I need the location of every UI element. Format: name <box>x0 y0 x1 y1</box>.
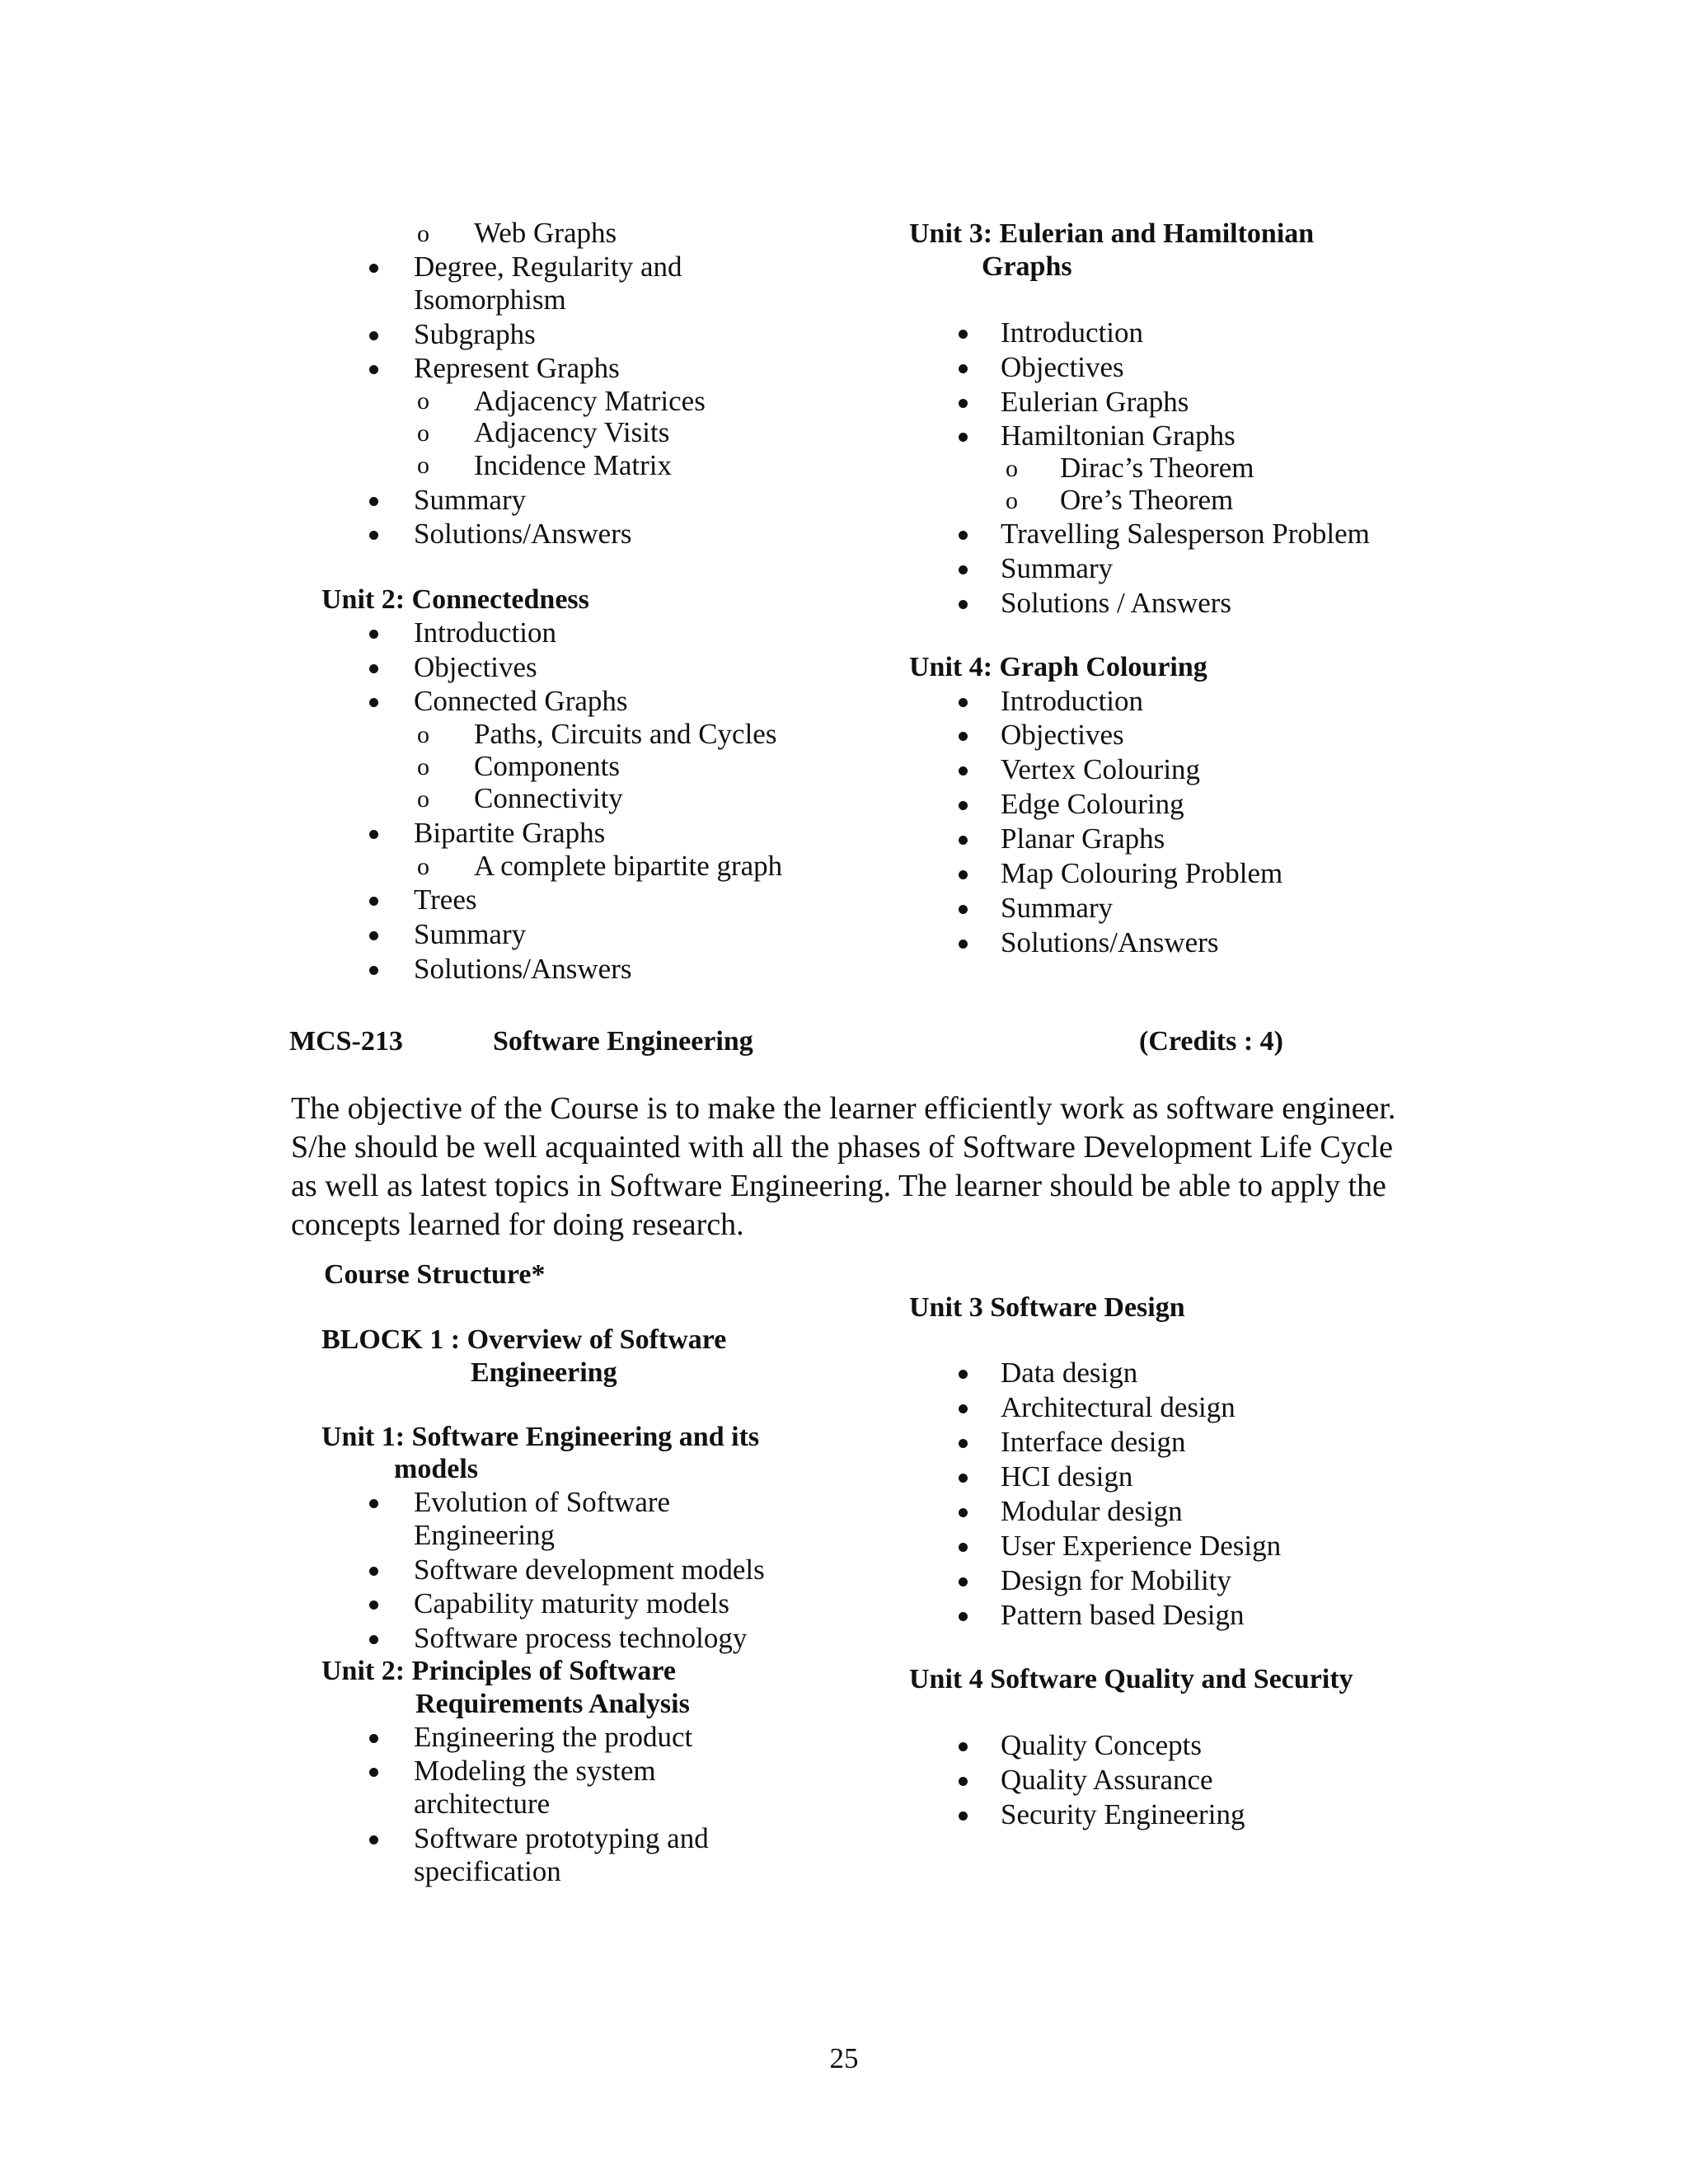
list-item: User Experience Design <box>1001 1530 1282 1562</box>
course-code: MCS-213 <box>289 1026 403 1057</box>
list-item: Quality Concepts <box>1001 1729 1202 1761</box>
list-item: Isomorphism <box>414 284 566 316</box>
sub-bullet-marker: o <box>417 753 429 780</box>
sub-bullet-marker: o <box>417 452 429 479</box>
sub-bullet-marker: o <box>417 387 429 415</box>
bullet-icon <box>959 600 968 609</box>
section-heading: Unit 2: Principles of Software <box>321 1656 676 1686</box>
list-item: architecture <box>414 1788 551 1820</box>
sub-bullet-marker: o <box>417 853 429 880</box>
list-item: Objectives <box>1001 351 1124 383</box>
bullet-icon <box>369 698 378 707</box>
list-item: Introduction <box>1001 685 1144 717</box>
list-item: Bipartite Graphs <box>414 817 606 849</box>
bullet-icon <box>369 830 378 839</box>
bullet-icon <box>959 1742 968 1751</box>
bullet-icon <box>369 331 378 340</box>
list-item: Objectives <box>414 651 537 683</box>
list-item: Ore’s Theorem <box>1060 484 1234 516</box>
list-item: Solutions/Answers <box>414 953 632 985</box>
bullet-icon <box>959 399 968 408</box>
bullet-icon <box>959 766 968 776</box>
list-item: Capability maturity models <box>414 1587 730 1619</box>
section-heading: Unit 3: Eulerian and Hamiltonian <box>909 218 1315 249</box>
bullet-icon <box>369 1835 378 1844</box>
list-item: Security Engineering <box>1001 1798 1245 1830</box>
section-heading: Graphs <box>982 251 1072 282</box>
list-item: Web Graphs <box>474 217 617 249</box>
bullet-icon <box>369 1635 378 1644</box>
list-item: Paths, Circuits and Cycles <box>474 718 777 750</box>
bullet-icon <box>959 1439 968 1448</box>
bullet-icon <box>959 1777 968 1786</box>
bullet-icon <box>369 1499 378 1508</box>
bullet-icon <box>369 630 378 639</box>
list-item: Solutions / Answers <box>1001 587 1232 619</box>
bullet-icon <box>959 1811 968 1821</box>
bullet-icon <box>959 836 968 845</box>
list-item: Connectivity <box>474 782 623 814</box>
bullet-icon <box>369 897 378 906</box>
bullet-icon <box>959 1370 968 1379</box>
bullet-icon <box>959 433 968 442</box>
sub-bullet-marker: o <box>417 785 429 813</box>
sub-bullet-marker: o <box>417 220 429 247</box>
course-objective <box>291 1090 1395 1244</box>
section-heading: Unit 4: Graph Colouring <box>909 652 1207 682</box>
list-item: Pattern based Design <box>1001 1599 1245 1631</box>
bullet-icon <box>369 1567 378 1576</box>
list-item: Software prototyping and <box>414 1822 709 1854</box>
list-item: Introduction <box>1001 316 1144 349</box>
list-item: Interface design <box>1001 1426 1186 1458</box>
list-item: Data design <box>1001 1357 1138 1389</box>
list-item: Evolution of Software <box>414 1486 671 1518</box>
bullet-icon <box>959 1577 968 1586</box>
list-item: Degree, Regularity and <box>414 251 682 283</box>
sub-bullet-marker: o <box>417 419 429 447</box>
bullet-icon <box>959 905 968 914</box>
list-item: Planar Graphs <box>1001 823 1165 855</box>
list-item: Represent Graphs <box>414 352 620 384</box>
list-item: Edge Colouring <box>1001 788 1184 820</box>
list-item: Engineering the product <box>414 1721 693 1753</box>
list-item: Subgraphs <box>414 318 536 350</box>
bullet-icon <box>369 365 378 374</box>
bullet-icon <box>959 732 968 741</box>
list-item: Trees <box>414 883 477 916</box>
section-heading: Unit 3 Software Design <box>909 1292 1185 1323</box>
list-item: Modeling the system <box>414 1755 656 1787</box>
list-item: Solutions/Answers <box>1001 926 1219 958</box>
bullet-icon <box>959 870 968 879</box>
list-item: Eulerian Graphs <box>1001 386 1189 418</box>
list-item: Engineering <box>414 1519 556 1551</box>
sub-bullet-marker: o <box>1006 455 1018 482</box>
list-item: Travelling Salesperson Problem <box>1001 518 1370 550</box>
bullet-icon <box>959 801 968 810</box>
bullet-icon <box>959 1404 968 1413</box>
bullet-icon <box>959 698 968 707</box>
bullet-icon <box>959 940 968 949</box>
list-item: Introduction <box>414 616 557 649</box>
list-item: Objectives <box>1001 719 1124 751</box>
bullet-icon <box>369 1768 378 1777</box>
bullet-icon <box>959 1543 968 1552</box>
list-item: Incidence Matrix <box>474 449 673 481</box>
objective-line: The objective of the Course is to make the learner efficiently work as software engineer. <box>291 1091 1396 1126</box>
list-item: Summary <box>414 484 527 516</box>
sub-bullet-marker: o <box>1006 487 1018 514</box>
list-item: Architectural design <box>1001 1391 1236 1423</box>
list-item: Hamiltonian Graphs <box>1001 419 1236 452</box>
bullet-icon <box>959 1612 968 1621</box>
list-item: Summary <box>414 918 527 950</box>
sub-bullet-marker: o <box>417 721 429 748</box>
objective-line: S/he should be well acquainted with all the phases of Software Development Life Cycle <box>291 1130 1394 1165</box>
list-item: Design for Mobility <box>1001 1564 1231 1596</box>
section-heading: models <box>394 1454 478 1484</box>
bullet-icon <box>959 1474 968 1483</box>
list-item: Adjacency Visits <box>474 416 670 448</box>
course-credits: (Credits : 4) <box>1139 1026 1283 1057</box>
bullet-icon <box>369 1734 378 1743</box>
list-item: A complete bipartite graph <box>474 850 783 882</box>
list-item: Connected Graphs <box>414 685 628 717</box>
list-item: Quality Assurance <box>1001 1764 1213 1796</box>
block-heading: BLOCK 1 : Overview of Software <box>321 1324 727 1355</box>
bullet-icon <box>369 264 378 273</box>
bullet-icon <box>369 531 378 540</box>
list-item: Modular design <box>1001 1495 1183 1527</box>
bullet-icon <box>959 1508 968 1517</box>
list-item: Software process technology <box>414 1622 748 1654</box>
list-item: Summary <box>1001 552 1114 584</box>
page-number: 25 <box>829 2042 859 2074</box>
list-item: Map Colouring Problem <box>1001 857 1283 889</box>
list-item: Summary <box>1001 892 1114 924</box>
bullet-icon <box>369 497 378 506</box>
structure-heading: Course Structure* <box>324 1259 546 1290</box>
list-item: specification <box>414 1855 561 1887</box>
objective-line: concepts learned for doing research. <box>291 1207 744 1242</box>
bullet-icon <box>959 565 968 574</box>
objective-line: as well as latest topics in Software Engineering. The learner should be able to apply the <box>291 1169 1386 1203</box>
list-item: Components <box>474 750 620 782</box>
list-item: Solutions/Answers <box>414 518 632 550</box>
block-heading: Engineering <box>471 1357 617 1388</box>
bullet-icon <box>369 931 378 940</box>
section-heading: Unit 2: Connectedness <box>321 584 589 615</box>
list-item: Dirac’s Theorem <box>1060 452 1254 484</box>
section-heading: Unit 1: Software Engineering and its <box>321 1422 760 1452</box>
list-item: Adjacency Matrices <box>474 385 706 417</box>
course-title: Software Engineering <box>493 1026 753 1057</box>
bullet-icon <box>959 330 968 339</box>
bullet-icon <box>959 531 968 540</box>
list-item: Software development models <box>414 1554 765 1586</box>
bullet-icon <box>369 966 378 975</box>
bullet-icon <box>369 664 378 673</box>
list-item: Vertex Colouring <box>1001 753 1201 785</box>
section-heading: Requirements Analysis <box>415 1689 690 1719</box>
section-heading: Unit 4 Software Quality and Security <box>909 1664 1353 1694</box>
bullet-icon <box>959 364 968 373</box>
list-item: HCI design <box>1001 1460 1133 1493</box>
bullet-icon <box>369 1601 378 1610</box>
